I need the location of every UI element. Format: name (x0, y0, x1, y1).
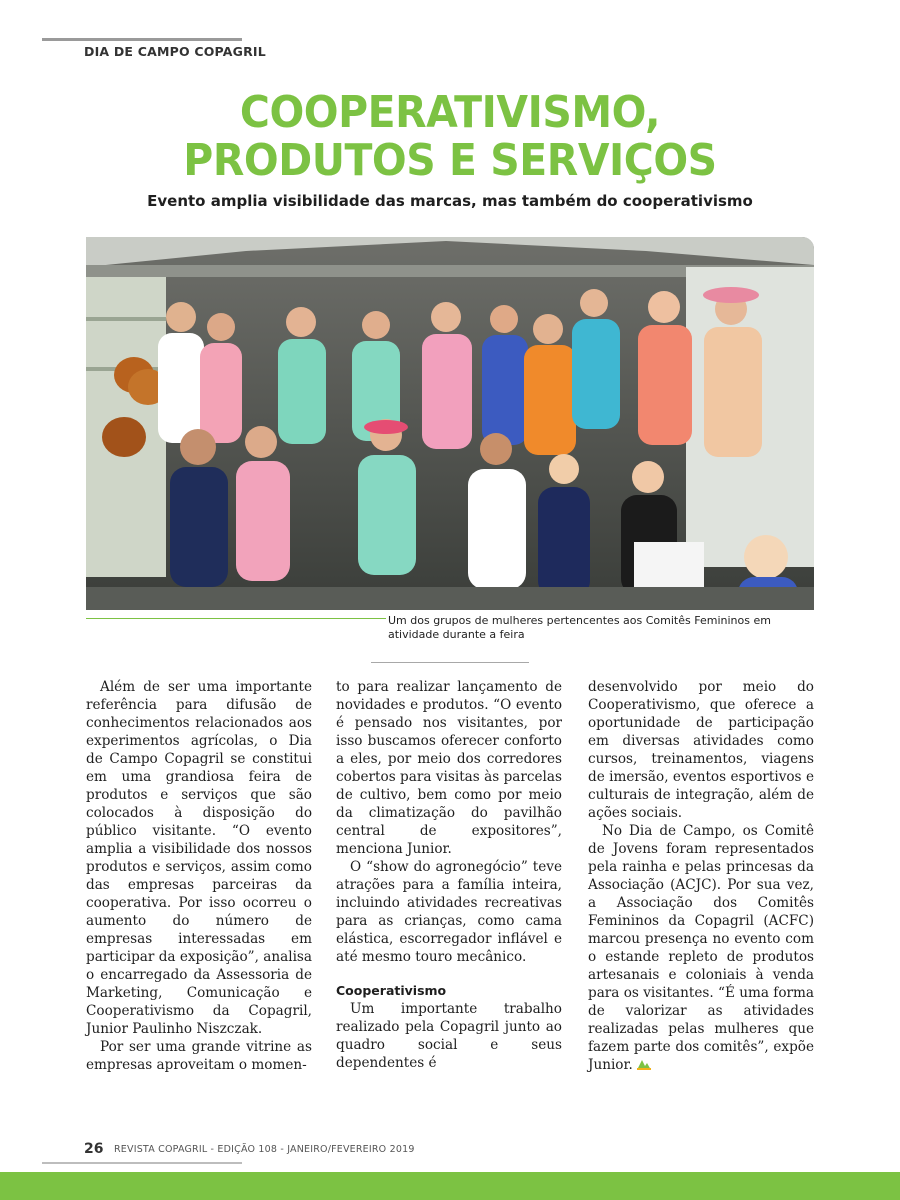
end-of-article-icon (637, 1060, 651, 1070)
page-number: 26 (84, 1141, 104, 1157)
article-title-line2: PRODUTOS E SERVIÇOS (183, 135, 717, 186)
article-title-line1: COOPERATIVISMO, (239, 87, 661, 138)
footer-bar (0, 1172, 900, 1200)
divider (371, 662, 529, 663)
text-column-3 (588, 678, 814, 1074)
paragraph: desenvolvido por meio do Cooperativismo, que oferece a oportunidade de participação em diversas atividades como cursos, treinamentos, viagens de imersão, eventos esportivos e culturais de integração, além de ações sociais. (588, 679, 814, 821)
group-photo (86, 237, 814, 610)
paragraph: Por ser uma grande vitrine as empresas aproveitam o momen- (86, 1039, 312, 1073)
section-rule (42, 38, 242, 41)
footer-rule (42, 1162, 242, 1164)
paragraph: O “show do agronegócio” teve atrações para a família inteira, incluindo atividades recreativas para as crianças, como cama elástica, escorregador inflável e até mesmo touro mecânico. (336, 859, 562, 965)
section-label: DIA DE CAMPO COPAGRIL (84, 44, 266, 59)
paragraph-text: No Dia de Campo, os Comitê de Jovens foram representados pela rainha e pelas princesas da Associação (ACJC). Por sua vez, a Associação dos Comitês Femininos da Copagril (ACFC) marcou presença no evento com o estande repleto de produtos artesanais e coloniais à venda para os visitantes. “É uma forma de valorizar as atividades realizadas pelas mulheres que fazem parte dos comitês”, expõe Junior. (588, 823, 814, 1073)
photo-caption: Um dos grupos de mulheres pertencentes aos Comitês Femininos em atividade durante a feira (388, 614, 771, 641)
text-column-2 (336, 678, 562, 1072)
paragraph: Um importante trabalho realizado pela Copagril junto ao quadro social e seus dependentes é (336, 1001, 562, 1071)
subheading: Cooperativismo (336, 983, 447, 998)
paragraph: to para realizar lançamento de novidades e produtos. “O evento é pensado nos visitantes, por isso buscamos oferecer conforto a eles, por meio dos corredores cobertos para visitas às parcelas de cultivo, bem como por meio da climatização do pavilhão central de expositores”, menciona Junior. (336, 679, 562, 857)
paragraph: Além de ser uma importante referência para difusão de conhecimentos relacionados aos experimentos agrícolas, o Dia de Campo Copagril se constitui em uma grandiosa feira de produtos e serviços que são colocados à disposição do público visitante. “O evento amplia a visibilidade dos nossos produtos e serviços, assim como das empresas parceiras da cooperativa. Por isso ocorreu o aumento do número de empresas interessadas em participar da exposição”, analisa o encarregado da Assessoria de Marketing, Comunicação e Cooperativismo da Copagril, Junior Paulinho Niszczak. (86, 679, 312, 1037)
publication-info: REVISTA COPAGRIL - EDIÇÃO 108 - JANEIRO/FEVEREIRO 2019 (114, 1144, 415, 1155)
paragraph (588, 822, 814, 1074)
article-subtitle: Evento amplia visibilidade das marcas, mas também do cooperativismo (147, 192, 753, 210)
caption-rule (86, 618, 386, 619)
text-column-1 (86, 678, 312, 1074)
